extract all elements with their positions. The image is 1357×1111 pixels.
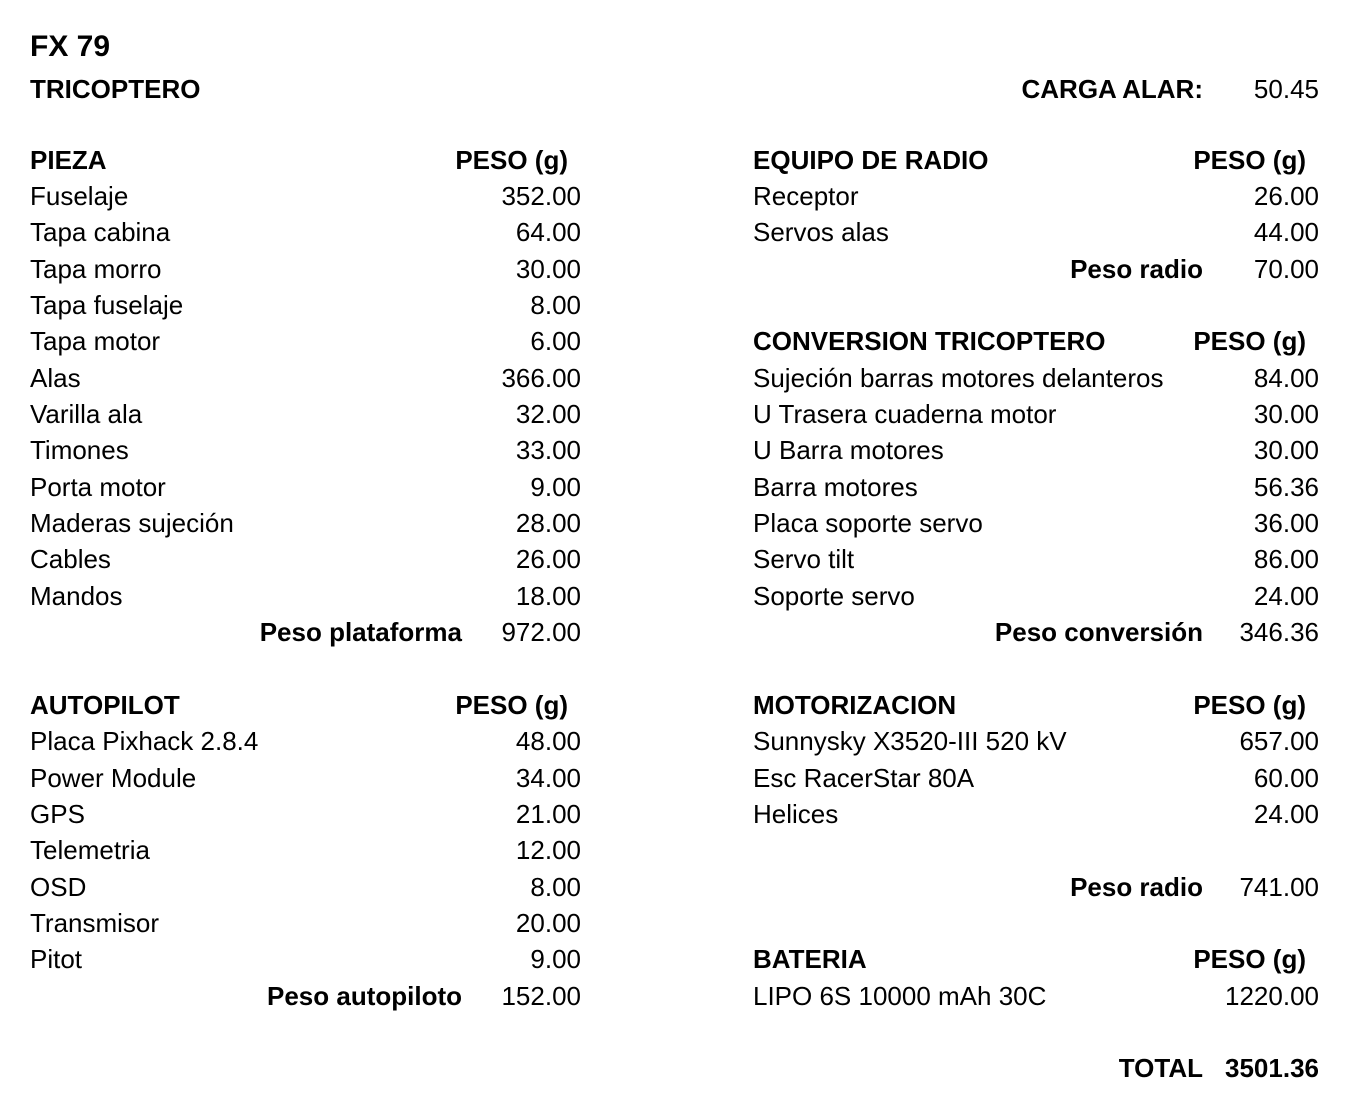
item-label: OSD	[30, 871, 87, 902]
item-value: 26.00	[1253, 181, 1319, 212]
section-header: AUTOPILOT	[30, 689, 180, 720]
item-value: 48.00	[515, 726, 581, 757]
item-value: 24.00	[1253, 580, 1319, 611]
subtotal-value: 152.00	[501, 980, 581, 1011]
item-row	[753, 760, 1319, 796]
blank-row	[30, 651, 581, 687]
total-label: TOTAL	[1118, 1053, 1203, 1084]
item-label: U Trasera cuaderna motor	[753, 399, 1057, 430]
item-value: 21.00	[515, 798, 581, 829]
item-label: LIPO 6S 10000 mAh 30C	[753, 980, 1047, 1011]
item-row	[753, 505, 1319, 541]
item-label: Servo tilt	[753, 544, 855, 575]
blank-row	[753, 1014, 1319, 1050]
peso-column-header: PESO (g)	[1193, 944, 1306, 975]
item-value: 44.00	[1253, 217, 1319, 248]
item-label: Varilla ala	[30, 399, 143, 430]
item-row	[30, 869, 581, 905]
item-row	[30, 942, 581, 978]
subtotal-label: Peso radio	[1070, 253, 1203, 284]
page-subtitle: TRICOPTERO	[30, 73, 201, 104]
item-row	[30, 178, 581, 214]
section-header-row-autopilot	[30, 687, 581, 723]
item-value: 9.00	[530, 944, 581, 975]
item-row	[753, 469, 1319, 505]
item-label: Sunnysky X3520-III 520 kV	[753, 726, 1067, 757]
item-value: 20.00	[515, 907, 581, 938]
item-row	[30, 542, 581, 578]
item-value: 1220.00	[1225, 980, 1319, 1011]
item-row	[30, 724, 581, 760]
item-label: Servos alas	[753, 217, 889, 248]
item-row	[753, 578, 1319, 614]
item-label: Helices	[753, 798, 839, 829]
section-header: BATERIA	[753, 944, 867, 975]
item-label: Tapa fuselaje	[30, 290, 184, 321]
blank-row	[753, 905, 1319, 941]
peso-column-header: PESO (g)	[455, 144, 568, 175]
item-label: Tapa motor	[30, 326, 161, 357]
item-label: Alas	[30, 362, 81, 393]
blank-row	[753, 287, 1319, 323]
item-row	[30, 360, 581, 396]
item-value: 36.00	[1253, 508, 1319, 539]
item-label: Power Module	[30, 762, 197, 793]
item-row	[753, 215, 1319, 251]
item-label: Esc RacerStar 80A	[753, 762, 975, 793]
subtotal-label: Peso radio	[1070, 871, 1203, 902]
item-row	[30, 324, 581, 360]
item-value: 64.00	[515, 217, 581, 248]
item-label: Telemetria	[30, 835, 150, 866]
item-value: 30.00	[1253, 435, 1319, 466]
blank-row	[753, 833, 1319, 869]
item-row	[30, 215, 581, 251]
item-label: Sujeción barras motores delanteros	[753, 362, 1164, 393]
item-row	[30, 287, 581, 323]
peso-column-header: PESO (g)	[1193, 144, 1306, 175]
section-header: CONVERSION TRICOPTERO	[753, 326, 1106, 357]
item-label: Fuselaje	[30, 181, 129, 212]
section-header: MOTORIZACION	[753, 689, 957, 720]
section-header-row-bateria	[753, 942, 1319, 978]
item-row	[753, 796, 1319, 832]
item-label: Cables	[30, 544, 111, 575]
carga-alar-label: CARGA ALAR:	[1021, 73, 1203, 104]
item-value: 28.00	[515, 508, 581, 539]
item-row	[30, 905, 581, 941]
subtotal-label: Peso conversión	[994, 617, 1203, 648]
total-value: 3501.36	[1225, 1053, 1319, 1084]
subtotal-row	[753, 869, 1319, 905]
item-label: Pitot	[30, 944, 83, 975]
item-row	[30, 505, 581, 541]
item-row	[30, 833, 581, 869]
subtotal-value: 972.00	[501, 617, 581, 648]
item-row	[30, 760, 581, 796]
item-value: 86.00	[1253, 544, 1319, 575]
item-label: GPS	[30, 798, 85, 829]
item-row	[30, 251, 581, 287]
item-row	[753, 542, 1319, 578]
item-row	[753, 396, 1319, 432]
item-value: 8.00	[530, 290, 581, 321]
item-label: Barra motores	[753, 471, 918, 502]
total-row	[753, 1051, 1319, 1087]
item-row	[30, 433, 581, 469]
item-row	[30, 796, 581, 832]
item-row	[753, 978, 1319, 1014]
item-label: Transmisor	[30, 907, 160, 938]
item-value: 352.00	[501, 181, 581, 212]
section-header: EQUIPO DE RADIO	[753, 144, 989, 175]
item-value: 9.00	[530, 471, 581, 502]
peso-column-header: PESO (g)	[455, 689, 568, 720]
blank-row	[753, 651, 1319, 687]
item-value: 6.00	[530, 326, 581, 357]
carga-alar-value: 50.45	[1253, 73, 1319, 104]
header-row	[30, 71, 1319, 107]
item-value: 32.00	[515, 399, 581, 430]
subtotal-row	[30, 978, 581, 1014]
subtotal-row	[30, 614, 581, 650]
item-value: 18.00	[515, 580, 581, 611]
item-row	[30, 578, 581, 614]
subtotal-value: 70.00	[1253, 253, 1319, 284]
item-label: Placa Pixhack 2.8.4	[30, 726, 259, 757]
subtotal-label: Peso plataforma	[259, 617, 462, 648]
peso-column-header: PESO (g)	[1193, 689, 1306, 720]
section-header-row-motorizacion	[753, 687, 1319, 723]
item-row	[30, 469, 581, 505]
item-value: 33.00	[515, 435, 581, 466]
item-label: Soporte servo	[753, 580, 915, 611]
subtotal-label: Peso autopiloto	[267, 980, 462, 1011]
item-value: 8.00	[530, 871, 581, 902]
item-label: Mandos	[30, 580, 123, 611]
item-label: Timones	[30, 435, 129, 466]
item-row	[753, 724, 1319, 760]
item-value: 26.00	[515, 544, 581, 575]
item-value: 24.00	[1253, 798, 1319, 829]
item-label: Porta motor	[30, 471, 166, 502]
section-header-row-conversion-tricoptero	[753, 324, 1319, 360]
left-column	[30, 142, 581, 1014]
item-value: 12.00	[515, 835, 581, 866]
item-row	[753, 178, 1319, 214]
section-header-row-pieza	[30, 142, 581, 178]
subtotal-row	[753, 251, 1319, 287]
item-value: 56.36	[1253, 471, 1319, 502]
item-label: U Barra motores	[753, 435, 944, 466]
item-row	[30, 396, 581, 432]
item-value: 366.00	[501, 362, 581, 393]
item-value: 34.00	[515, 762, 581, 793]
item-value: 60.00	[1253, 762, 1319, 793]
item-label: Placa soporte servo	[753, 508, 983, 539]
section-header-row-equipo-de-radio	[753, 142, 1319, 178]
subtotal-value: 741.00	[1239, 871, 1319, 902]
item-value: 84.00	[1253, 362, 1319, 393]
item-label: Maderas sujeción	[30, 508, 234, 539]
section-header: PIEZA	[30, 144, 107, 175]
item-label: Tapa morro	[30, 253, 162, 284]
item-label: Receptor	[753, 181, 859, 212]
item-value: 30.00	[1253, 399, 1319, 430]
item-row	[753, 433, 1319, 469]
item-row	[753, 360, 1319, 396]
item-value: 30.00	[515, 253, 581, 284]
item-label: Tapa cabina	[30, 217, 171, 248]
item-value: 657.00	[1239, 726, 1319, 757]
page-title: FX 79	[30, 30, 111, 63]
right-column	[753, 142, 1319, 1087]
subtotal-value: 346.36	[1239, 617, 1319, 648]
subtotal-row	[753, 614, 1319, 650]
peso-column-header: PESO (g)	[1193, 326, 1306, 357]
